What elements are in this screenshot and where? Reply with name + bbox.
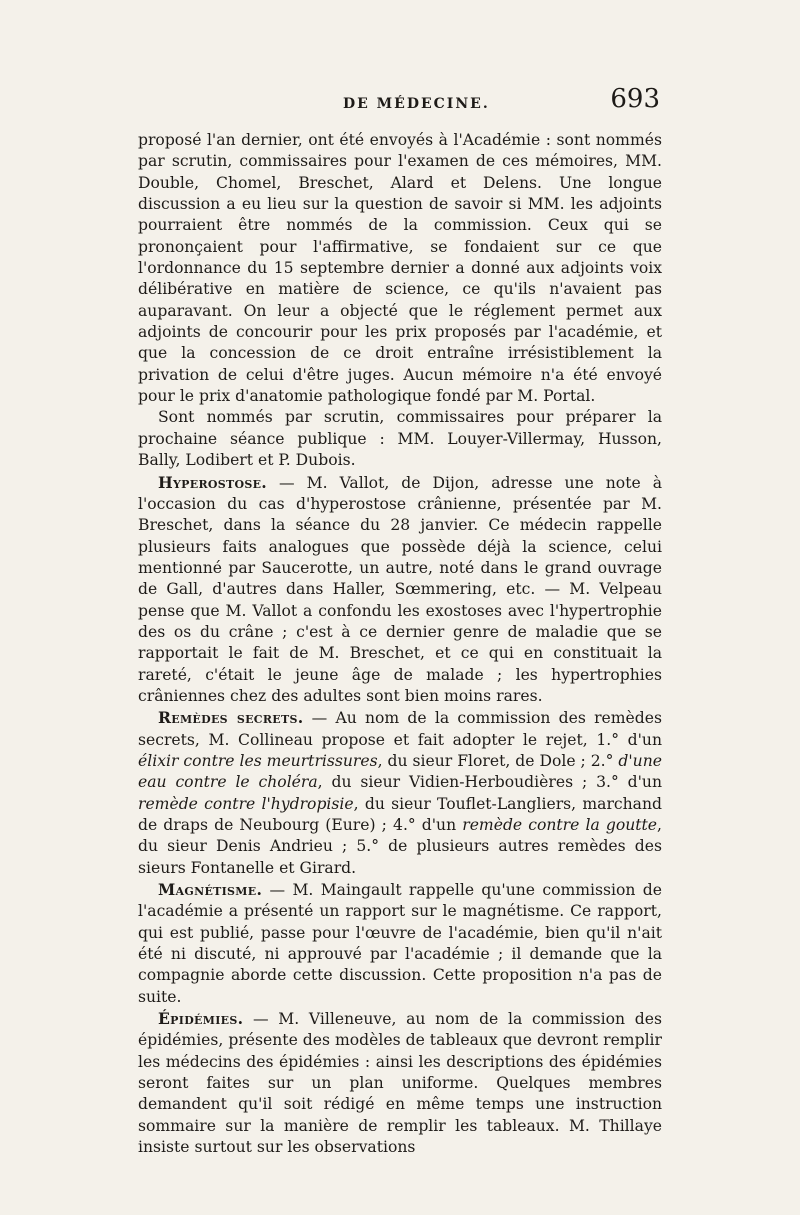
running-head: DE MÉDECINE. — [343, 96, 490, 112]
paragraph-text: , du sieur Touflet-Langliers, marchand de draps de Neubourg (Eure) ; 4.° d'un — [138, 794, 662, 834]
page-header — [138, 84, 660, 124]
paragraph-epidemies — [138, 1008, 662, 1158]
section-heading: Hyperostose. — [158, 472, 268, 492]
paragraph-text: — M. Maingault rappelle qu'une commission de l'académie a présenté un rapport sur le magnétisme. Ce rapport, qui est publié, passe pour l'œuvre de l'académie, bien qu'il n'ait été ni discuté, ni approuvé par l'académie ; il demande que la compagnie aborde cette discussion. Cette proposition n'a pas de suite. — [138, 881, 662, 1006]
paragraph-hyperostose — [138, 472, 662, 708]
paragraph-text: proposé l'an dernier, ont été envoyés à l'Académie : sont nommés par scrutin, commissaires pour l'examen de ces mémoires, MM. Double, Chomel, Breschet, Alard et Delens. Une longue discussion a eu lieu sur la question de savoir si MM. les adjoints pourraient être nommés de la commission. Ceux qui se prononçaient pour l'affirmative, se fondaient sur ce que l'ordonnance du 15 septembre dernier a donné aux adjoints voix délibérative en matière de science, ce qu'ils n'avaient pas auparavant. On leur a objecté que le réglement permet aux adjoints de concourir pour les prix proposés par l'académie, et que la concession de ce droit entraîne irrésistiblement la privation de celui d'être juges. Aucun mémoire n'a été envoyé pour le prix d'anatomie pathologique fondé par M. Portal. — [138, 131, 662, 406]
remedy-title: remède contre la goutte — [462, 816, 658, 834]
paragraph-text: Sont nommés par scrutin, commissaires pour préparer la prochaine séance publique : MM. Louyer-Villermay, Husson, Bally, Lodibert et P. Dubois. — [138, 408, 662, 470]
paragraph-text: , du sieur Denis Andrieu ; 5.° de plusieurs autres remèdes des sieurs Fontanelle et Girard. — [138, 816, 662, 877]
page-number: 693 — [610, 84, 660, 114]
remedy-title: d'une eau contre le choléra — [138, 751, 662, 792]
section-heading: Épidémies. — [158, 1009, 244, 1029]
paragraph-prize-commission — [138, 130, 662, 407]
remedy-title: remède contre l'hydropisie — [138, 794, 354, 813]
paragraph-text: — Au nom de la commission des remèdes secrets, M. Collineau propose et fait adopter le rejet, 1.° d'un — [138, 709, 662, 749]
paragraph-magnetisme — [138, 879, 662, 1008]
paragraph-remedes-secrets — [138, 707, 662, 879]
section-heading: Remèdes secrets. — [158, 708, 304, 728]
paragraph-text: — M. Villeneuve, au nom de la commission des épidémies, présente des modèles de tableaux que devront remplir les médecins des épidémies : ainsi les descriptions des épidémies seront faites sur un plan uniforme. Quelques membres demandent qu'il soit rédigé en même temps une instruction sommaire sur la manière de remplir les tableaux. M. Thillaye insiste surtout sur les observations — [138, 1010, 662, 1157]
paragraph-text: , du sieur Floret, de Dole ; 2.° — [377, 751, 619, 770]
paragraph-text: — M. Vallot, de Dijon, adresse une note à l'occasion du cas d'hyperostose crânienne, présentée par M. Breschet, dans la séance du 28 janvier. Ce médecin rappelle plusieurs faits analogues que possède déjà la science, celui mentionné par Saucerotte, un autre, noté dans le grand ouvrage de Gall, d'autres dans Haller, Sœmmering, etc. — M. Velpeau pense que M. Vallot a confondu les exostoses avec l'hypertrophie des os du crâne ; c'est à ce dernier genre de maladie que se rapportait le fait de M. Breschet, et ce qui en constituait la rareté, c'était le jeune âge de malade ; les hypertrophies crâniennes chez des adultes sont bien moins rares. — [138, 473, 662, 705]
section-heading: Magnétisme. — [158, 880, 263, 900]
paragraph-text: , du sieur Vidien-Herboudières ; 3.° d'un — [317, 773, 662, 792]
remedy-title: élixir contre les meurtrissures — [138, 751, 378, 770]
paragraph-public-session — [138, 407, 662, 471]
page-body — [138, 130, 662, 1159]
